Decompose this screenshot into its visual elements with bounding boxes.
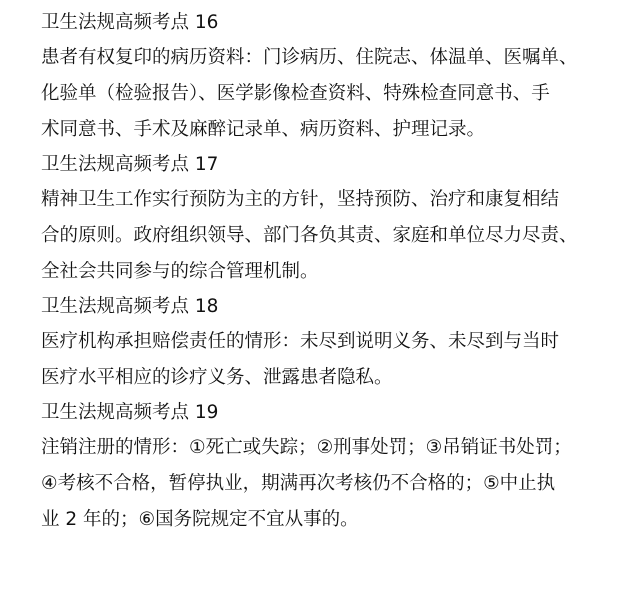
section-16 <box>41 6 617 148</box>
paragraph-line: 合的原则。政府组织领导、部门各负其责、家庭和单位尽力尽责、 <box>41 225 578 246</box>
section-18 <box>41 290 617 396</box>
section-heading: 卫生法规高频考点 18 <box>41 296 219 317</box>
paragraph-line: 医疗水平相应的诊疗义务、泄露患者隐私。 <box>41 367 393 388</box>
section-heading: 卫生法规高频考点 17 <box>41 154 219 175</box>
section-heading: 卫生法规高频考点 19 <box>41 402 219 423</box>
paragraph-line: 注销注册的情形：①死亡或失踪；②刑事处罚；③吊销证书处罚； <box>41 437 572 458</box>
paragraph-line: 化验单（检验报告）、医学影像检查资料、特殊检查同意书、手 <box>41 83 550 104</box>
paragraph-line: 术同意书、手术及麻醉记录单、病历资料、护理记录。 <box>41 119 486 140</box>
section-paragraph <box>41 182 617 290</box>
paragraph-line: 精神卫生工作实行预防为主的方针，坚持预防、治疗和康复相结 <box>41 189 560 210</box>
section-paragraph <box>41 40 617 148</box>
paragraph-line: 业 2 年的；⑥国务院规定不宜从事的。 <box>41 509 359 530</box>
paragraph-line: 医疗机构承担赔偿责任的情形：未尽到说明义务、未尽到与当时 <box>41 331 560 352</box>
paragraph-line: 患者有权复印的病历资料：门诊病历、住院志、体温单、医嘱单、 <box>41 47 578 68</box>
section-17 <box>41 148 617 290</box>
paragraph-line: 全社会共同参与的综合管理机制。 <box>41 261 319 282</box>
section-paragraph <box>41 430 617 538</box>
paragraph-line: ④考核不合格，暂停执业，期满再次考核仍不合格的；⑤中止执 <box>41 473 556 494</box>
section-paragraph <box>41 324 617 396</box>
section-heading: 卫生法规高频考点 16 <box>41 12 219 33</box>
section-19 <box>41 396 617 538</box>
